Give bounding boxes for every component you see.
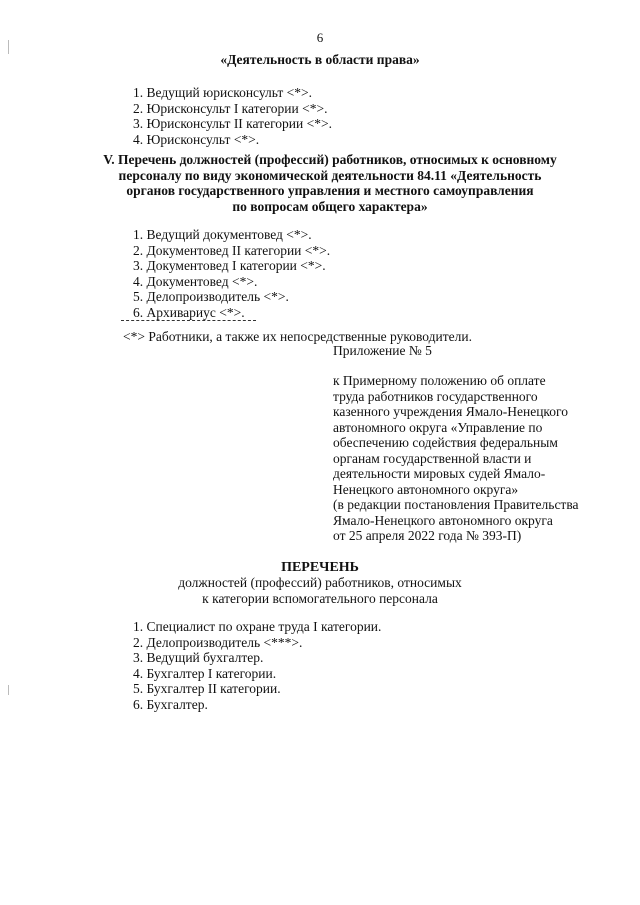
list-item: 4. Бухгалтер I категории. <box>133 665 277 681</box>
list-item: 4. Документовед <*>. <box>133 273 258 289</box>
appendix-line: (в редакции постановления Правительства <box>333 497 579 512</box>
list-item: 1. Ведущий документовед <*>. <box>133 227 312 242</box>
appendix-line: деятельности мировых судей Ямало- <box>333 466 546 481</box>
law-position-list <box>133 85 332 147</box>
list-item: 2. Документовед II категории <*>. <box>133 242 331 258</box>
footnote: <*> Работники, а также их непосредственные руководители. <box>123 329 472 344</box>
appendix-line: казенного учреждения Ямало-Ненецкого <box>333 404 569 419</box>
list-item: 4. Юрисконсульт <*>. <box>133 131 260 147</box>
appendix-line: труда работников государственного <box>333 388 538 404</box>
perechen-title: ПЕРЕЧЕНЬ <box>281 560 359 575</box>
subtitle-line: к категории вспомогательного персонала <box>202 590 438 606</box>
list-item: 3. Ведущий бухгалтер. <box>133 650 264 665</box>
section-title-line: V. Перечень должностей (профессий) работников, относимых к основному <box>103 152 557 167</box>
section-title-line: по вопросам общего характера» <box>232 198 428 214</box>
section-title-line: органов государственного управления и местного самоуправления <box>126 183 534 198</box>
appendix-reference <box>333 373 633 544</box>
appendix-line: автономного округа «Управление по <box>333 419 543 435</box>
law-heading: «Деятельность в области права» <box>220 52 420 67</box>
appendix-line: к Примерному положению об оплате <box>333 373 546 388</box>
appendix-line: Ненецкого автономного округа» <box>333 481 519 497</box>
section-v-title <box>80 152 580 214</box>
list-item: 3. Документовед I категории <*>. <box>133 258 326 273</box>
perechen-subtitle <box>0 575 640 606</box>
footnote-divider <box>121 320 256 321</box>
appendix-line: органам государственной власти и <box>333 450 532 466</box>
appendix-line: от 25 апреля 2022 года № 393-П) <box>333 528 522 543</box>
list-item: 2. Делопроизводитель <***>. <box>133 634 303 650</box>
subtitle-line: должностей (профессий) работников, относимых <box>178 575 462 590</box>
list-item: 5. Бухгалтер II категории. <box>133 681 281 696</box>
page-number: 6 <box>316 30 324 45</box>
list-item: 5. Делопроизводитель <*>. <box>133 289 289 304</box>
perechen-position-list <box>133 619 381 712</box>
scan-mark <box>8 685 9 695</box>
appendix-heading: Приложение № 5 <box>333 343 432 358</box>
appendix-line: Ямало-Ненецкого автономного округа <box>333 512 553 528</box>
list-item: 6. Бухгалтер. <box>133 696 208 712</box>
list-item: 6. Архивариус <*>. <box>133 304 245 320</box>
list-item: 1. Специалист по охране труда I категории. <box>133 619 382 634</box>
appendix-line: обеспечению содействия федеральным <box>333 435 558 450</box>
section-v-position-list <box>133 227 330 320</box>
section-title-line: персоналу по виду экономической деятельности 84.11 «Деятельность <box>118 167 542 183</box>
list-item: 1. Ведущий юрисконсульт <*>. <box>133 85 313 100</box>
list-item: 3. Юрисконсульт II категории <*>. <box>133 116 332 131</box>
list-item: 2. Юрисконсульт I категории <*>. <box>133 100 328 116</box>
